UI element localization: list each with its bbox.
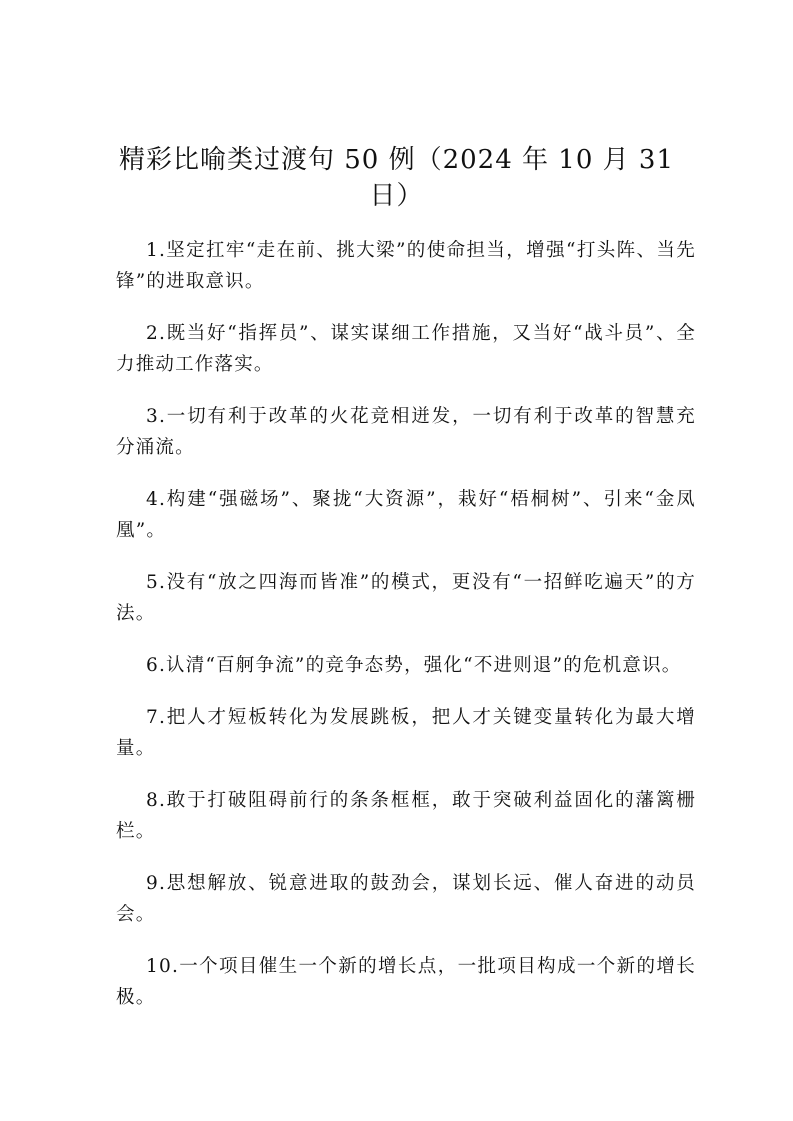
example-list bbox=[116, 235, 696, 1034]
document-title: 精彩比喻类过渡句 50 例（2024 年 10 月 31 日） bbox=[118, 145, 674, 211]
list-item: 7.把人才短板转化为发展跳板，把人才关键变量转化为最大增量。 bbox=[116, 707, 696, 759]
list-item: 10.一个项目催生一个新的增长点，一批项目构成一个新的增长极。 bbox=[116, 956, 696, 1008]
list-item: 1.坚定扛牢“走在前、挑大梁”的使命担当，增强“打头阵、当先锋”的进取意识。 bbox=[116, 240, 696, 292]
list-item: 6.认清“百舸争流”的竞争态势，强化“不进则退”的危机意识。 bbox=[146, 655, 682, 676]
list-item: 8.敢于打破阻碍前行的条条框框，敢于突破利益固化的藩篱栅栏。 bbox=[116, 790, 696, 842]
list-item: 5.没有“放之四海而皆准”的模式，更没有“一招鲜吃遍天”的方法。 bbox=[116, 572, 696, 624]
list-item: 9.思想解放、锐意进取的鼓劲会，谋划长远、催人奋进的动员会。 bbox=[116, 873, 696, 925]
list-item: 2.既当好“指挥员”、谋实谋细工作措施，又当好“战斗员”、全力推动工作落实。 bbox=[116, 323, 696, 375]
list-item: 4.构建“强磁场”、聚拢“大资源”，栽好“梧桐树”、引来“金凤凰”。 bbox=[116, 489, 696, 541]
list-item: 3.一切有利于改革的火花竞相迸发，一切有利于改革的智慧充分涌流。 bbox=[116, 406, 696, 458]
